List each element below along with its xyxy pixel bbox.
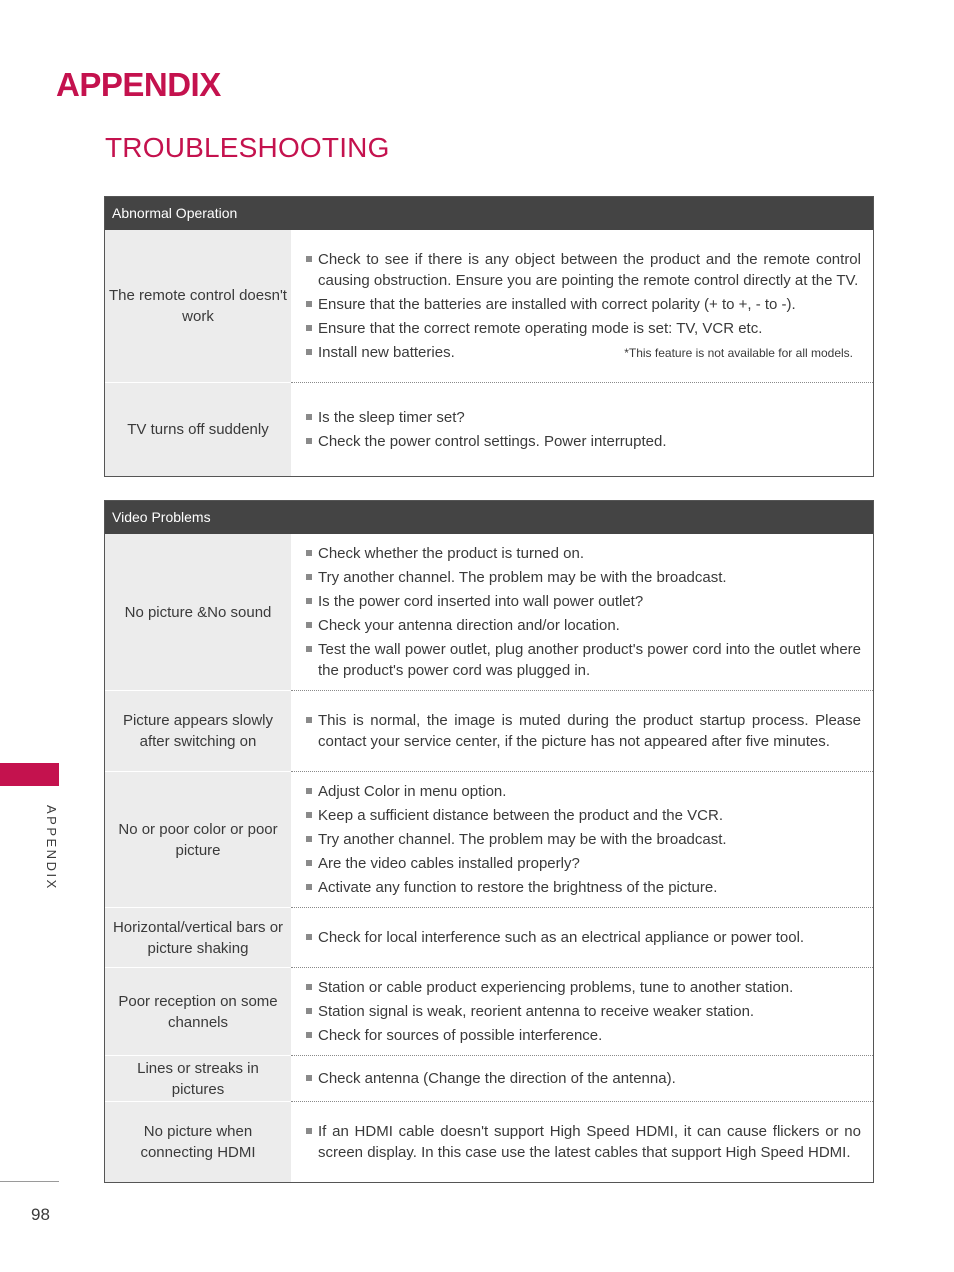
table-header: Abnormal Operation: [105, 197, 873, 230]
list-item: Ensure that the correct remote operating mode is set: TV, VCR etc.: [305, 318, 861, 339]
list-item: Station signal is weak, reorient antenna to receive weaker station.: [305, 1001, 861, 1022]
list-item: [305, 342, 861, 363]
problem-cell: Horizontal/vertical bars or picture shaking: [105, 908, 291, 968]
solution-list: [305, 707, 861, 755]
side-tab-marker: [0, 763, 59, 786]
video-problems-table: [104, 500, 874, 1183]
list-item: Keep a sufficient distance between the product and the VCR.: [305, 805, 861, 826]
table-row: [105, 230, 873, 383]
list-item: Check for local interference such as an electrical appliance or power tool.: [305, 927, 861, 948]
problem-cell: TV turns off suddenly: [105, 383, 291, 476]
list-item: Check whether the product is turned on.: [305, 543, 861, 564]
list-item: Ensure that the batteries are installed with correct polarity (+ to +, - to -).: [305, 294, 861, 315]
problem-cell: No or poor color or poor picture: [105, 772, 291, 908]
list-item: Check your antenna direction and/or location.: [305, 615, 861, 636]
list-item: Is the sleep timer set?: [305, 407, 861, 428]
list-item: Adjust Color in menu option.: [305, 781, 861, 802]
list-item: Is the power cord inserted into wall power outlet?: [305, 591, 861, 612]
problem-cell: No picture when connecting HDMI: [105, 1102, 291, 1182]
list-item: Check antenna (Change the direction of the antenna).: [305, 1068, 861, 1089]
model-availability-note: *This feature is not available for all models.: [624, 346, 853, 360]
solution-list: [305, 540, 861, 684]
solution-cell: [291, 772, 873, 908]
list-item: Try another channel. The problem may be with the broadcast.: [305, 567, 861, 588]
solution-list: [305, 246, 861, 366]
page-number: 98: [31, 1205, 50, 1224]
solution-list: [305, 924, 861, 951]
table-row: [105, 772, 873, 908]
table-row: [105, 908, 873, 968]
problem-cell: No picture &No sound: [105, 534, 291, 691]
solution-list: [305, 404, 861, 455]
solution-list: [305, 974, 861, 1049]
solution-cell: [291, 383, 873, 476]
solution-cell: [291, 534, 873, 691]
problem-cell: The remote control doesn't work: [105, 230, 291, 383]
table-row: [105, 383, 873, 476]
footer-rule: [0, 1181, 59, 1182]
solution-list: [305, 778, 861, 901]
problem-cell: Poor reception on some channels: [105, 968, 291, 1056]
list-item: This is normal, the image is muted during the product startup process. Please contact your service center, if the picture has not appeared after five minutes.: [305, 710, 861, 752]
table-header: Video Problems: [105, 501, 873, 534]
solution-cell: [291, 1056, 873, 1102]
abnormal-operation-table: [104, 196, 874, 477]
list-item: Try another channel. The problem may be with the broadcast.: [305, 829, 861, 850]
solution-cell: [291, 1102, 873, 1182]
solution-list: [305, 1118, 861, 1166]
solution-cell: [291, 968, 873, 1056]
list-item: Check the power control settings. Power interrupted.: [305, 431, 861, 452]
solution-cell: [291, 691, 873, 772]
problem-cell: Lines or streaks in pictures: [105, 1056, 291, 1102]
table-row: [105, 1056, 873, 1102]
list-item: If an HDMI cable doesn't support High Speed HDMI, it can cause flickers or no screen display. In this case use the latest cables that support High Speed HDMI.: [305, 1121, 861, 1163]
table-row: [105, 968, 873, 1056]
side-section-label: APPENDIX: [44, 805, 59, 891]
table-row: [105, 1102, 873, 1182]
list-item: Test the wall power outlet, plug another product's power cord into the outlet where the product's power cord was plugged in.: [305, 639, 861, 681]
problem-cell: Picture appears slowly after switching on: [105, 691, 291, 772]
list-item: Check for sources of possible interference.: [305, 1025, 861, 1046]
list-item: Activate any function to restore the brightness of the picture.: [305, 877, 861, 898]
section-title: TROUBLESHOOTING: [105, 132, 390, 163]
table-row: [105, 691, 873, 772]
list-item: Check to see if there is any object between the product and the remote control causing obstruction. Ensure you are pointing the remote control directly at the TV.: [305, 249, 861, 291]
list-item: Are the video cables installed properly?: [305, 853, 861, 874]
solution-cell: [291, 908, 873, 968]
solution-list: [305, 1065, 861, 1092]
list-item: Station or cable product experiencing problems, tune to another station.: [305, 977, 861, 998]
list-item-text: Install new batteries.: [318, 344, 455, 361]
page-title: APPENDIX: [56, 66, 221, 103]
solution-cell: [291, 230, 873, 383]
table-row: [105, 534, 873, 691]
